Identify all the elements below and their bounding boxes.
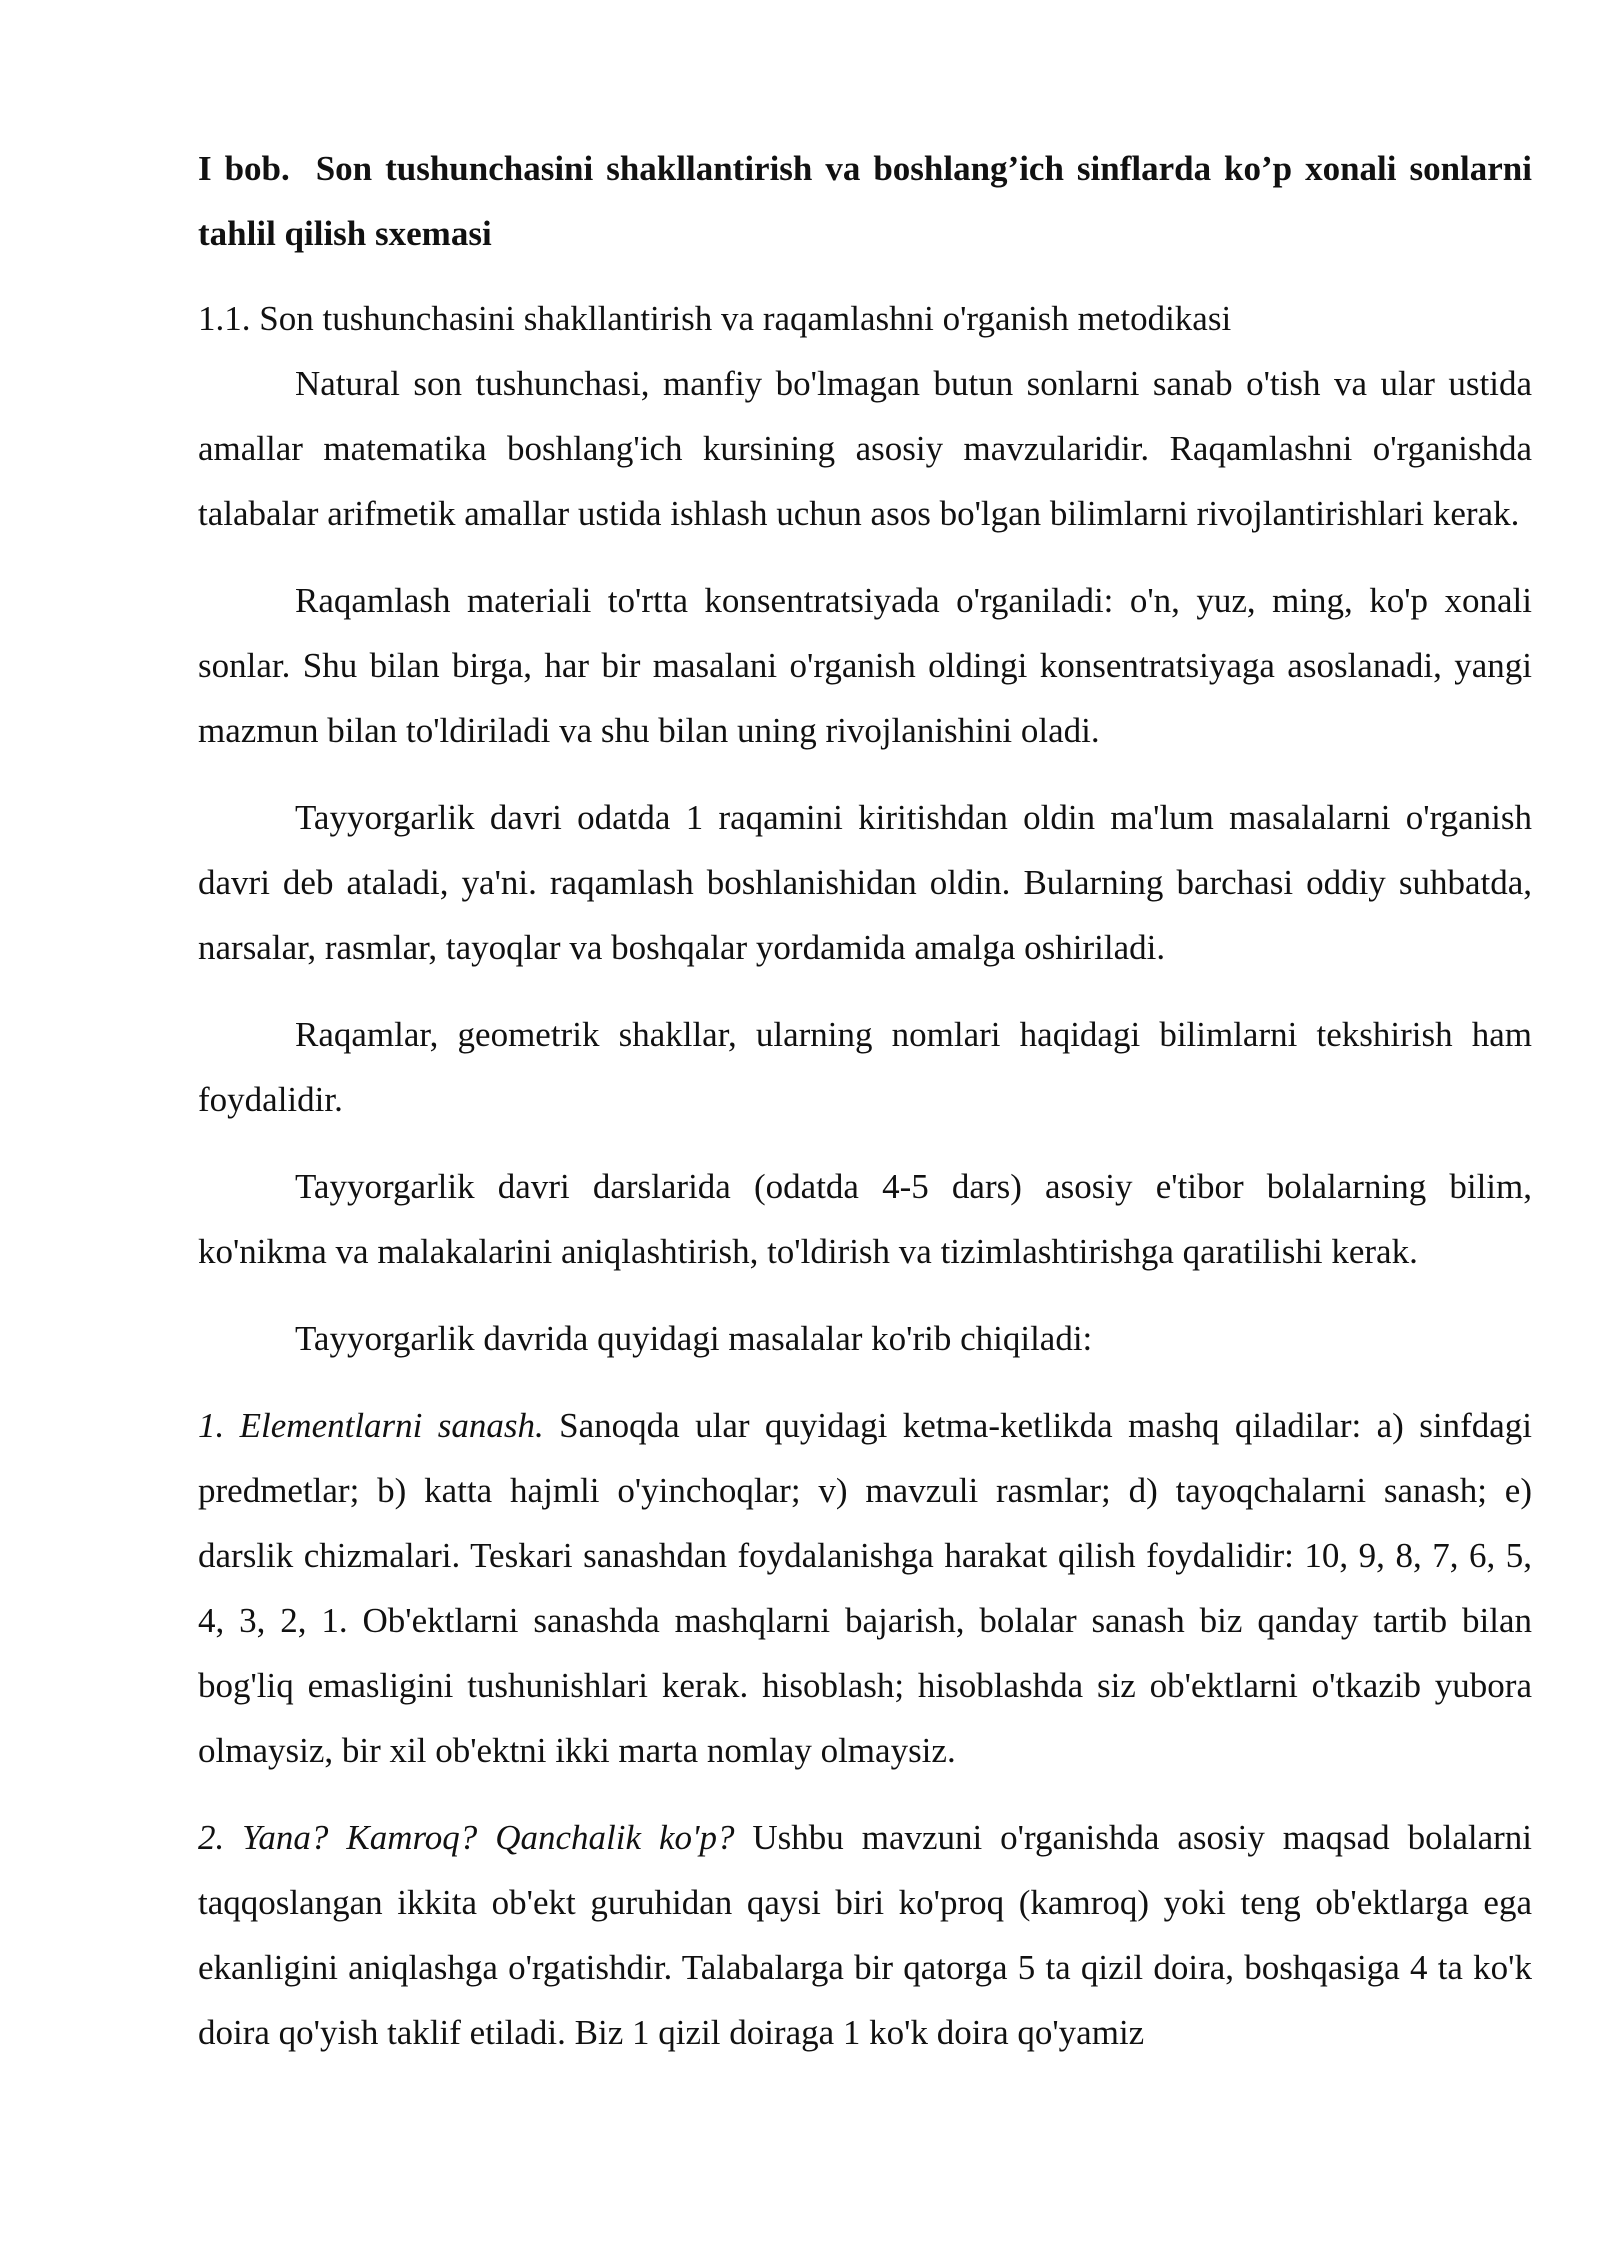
paragraph-numbers-shapes: Raqamlar, geometrik shakllar, ularning nomlari haqidagi bilimlarni tekshirish ham foydalidir. (198, 1015, 1532, 1119)
paragraph-topics-intro: Tayyorgarlik davrida quyidagi masalalar ko'rib chiqiladi: (295, 1319, 1093, 1358)
list-item-lead: 1. Elementlarni sanash. (198, 1406, 544, 1445)
list-item-lead: 2. Yana? Kamroq? Qanchalik ko'p? (198, 1818, 735, 1857)
paragraph-preparatory-period: Tayyorgarlik davri odatda 1 raqamini kiritishdan oldin ma'lum masalalarni o'rganish davri deb ataladi, ya'ni. raqamlash boshlanishidan oldin. Bularning barchasi oddiy suhbatda, narsalar, rasmlar, tayoqlar va boshqalar yordamida amalga oshiriladi. (198, 798, 1532, 967)
section-title: 1.1. Son tushunchasini shakllantirish va raqamlashni o'rganish metodikasi (198, 299, 1232, 338)
paragraph-natural-numbers: Natural son tushunchasi, manfiy bo'lmagan butun sonlarni sanab o'tish va ular ustida amallar matematika boshlang'ich kursining asosiy mavzularidir. Raqamlashni o'rganishda talabalar arifmetik amallar ustida ishlash uchun asos bo'lgan bilimlarni rivojlantirishlari kerak. (198, 364, 1532, 533)
paragraph-preparatory-lessons: Tayyorgarlik davri darslarida (odatda 4-5 dars) asosiy e'tibor bolalarning bilim, ko'nikma va malakalarini aniqlashtirish, to'ldirish va tizimlashtirishga qaratilishi kerak. (198, 1167, 1532, 1271)
chapter-title: Son tushunchasini shakllantirish va boshlang’ich sinflarda ko’p xonali sonlarni tahlil qilish sxemasi (198, 149, 1532, 253)
list-item-counting (198, 1393, 1532, 1783)
document-page (198, 136, 1532, 2087)
chapter-number: I bob. (198, 149, 290, 188)
paragraph-numbering-material: Raqamlash materiali to'rtta konsentratsiyada o'rganiladi: o'n, yuz, ming, ko'p xonali sonlar. Shu bilan birga, har bir masalani o'rganish oldingi konsentratsiyaga asoslanadi, yangi mazmun bilan to'ldiriladi va shu bilan uning rivojlanishini oladi. (198, 581, 1532, 750)
list-item-text: Sanoqda ular quyidagi ketma-ketlikda mashq qiladilar: a) sinfdagi predmetlar; b) katta hajmli o'yinchoqlar; v) mavzuli rasmlar; d) tayoqchalarni sanash; e) darslik chizmalari. Teskari sanashdan foydalanishga harakat qilish foydalidir: 10, 9, 8, 7, 6, 5, 4, 3, 2, 1. Ob'ektlarni sanashda mashqlarni bajarish, bolalar sanash biz qanday tartib bilan bog'liq emasligini tushunishlari kerak. hisoblash; hisoblashda siz ob'ektlarni o'tkazib yubora olmaysiz, bir xil ob'ektni ikki marta nomlay olmaysiz. (198, 1406, 1532, 1770)
list-item-comparison (198, 1805, 1532, 2065)
chapter-heading (198, 136, 1532, 266)
list-item-text: Ushbu mavzuni o'rganishda asosiy maqsad bolalarni taqqoslangan ikkita ob'ekt guruhidan qaysi biri ko'proq (kamroq) yoki teng ob'ektlarga ega ekanligini aniqlashga o'rgatishdir. Talabalarga bir qatorga 5 ta qizil doira, boshqasiga 4 ta ko'k doira qo'yish taklif etiladi. Biz 1 qizil doiraga 1 ko'k doira qo'yamiz (198, 1818, 1532, 2052)
